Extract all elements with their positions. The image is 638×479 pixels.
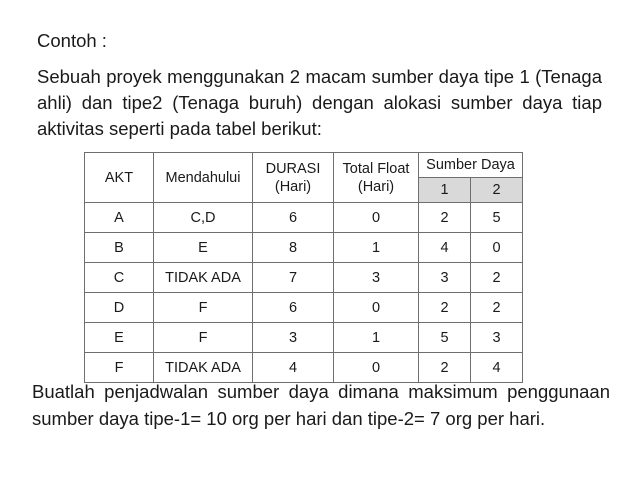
- cell-sd2: 4: [471, 353, 523, 383]
- cell-mendahului: F: [154, 323, 253, 353]
- cell-akt: E: [85, 323, 154, 353]
- cell-sd1: 3: [419, 263, 471, 293]
- cell-akt: B: [85, 233, 154, 263]
- header-sd1: 1: [419, 178, 471, 203]
- cell-total-float: 1: [334, 323, 419, 353]
- cell-total-float: 0: [334, 293, 419, 323]
- cell-akt: F: [85, 353, 154, 383]
- table-row: [85, 293, 523, 323]
- cell-akt: A: [85, 203, 154, 233]
- header-akt: AKT: [85, 153, 154, 203]
- cell-sd2: 0: [471, 233, 523, 263]
- cell-durasi: 7: [253, 263, 334, 293]
- header-sd2: 2: [471, 178, 523, 203]
- cell-durasi: 4: [253, 353, 334, 383]
- cell-sd2: 5: [471, 203, 523, 233]
- cell-akt: D: [85, 293, 154, 323]
- table-row: [85, 233, 523, 263]
- cell-sd2: 3: [471, 323, 523, 353]
- cell-mendahului: E: [154, 233, 253, 263]
- cell-sd2: 2: [471, 263, 523, 293]
- cell-sd1: 2: [419, 203, 471, 233]
- table-header-row: [85, 153, 523, 178]
- header-durasi-label: DURASI: [265, 160, 321, 177]
- header-sumber-daya: Sumber Daya: [419, 153, 523, 178]
- cell-mendahului: F: [154, 293, 253, 323]
- cell-sd1: 2: [419, 293, 471, 323]
- header-total-float: [334, 153, 419, 203]
- cell-sd2: 2: [471, 293, 523, 323]
- task-paragraph: Buatlah penjadwalan sumber daya dimana maksimum penggunaan sumber daya tipe-1= 10 org per hari dan tipe-2= 7 org per hari.: [32, 381, 610, 429]
- cell-sd1: 4: [419, 233, 471, 263]
- cell-durasi: 3: [253, 323, 334, 353]
- cell-total-float: 0: [334, 353, 419, 383]
- cell-total-float: 1: [334, 233, 419, 263]
- slide-title: Contoh :: [37, 30, 107, 51]
- cell-sd1: 5: [419, 323, 471, 353]
- cell-durasi: 6: [253, 293, 334, 323]
- resource-table: [84, 152, 523, 383]
- header-durasi-unit: (Hari): [274, 178, 312, 195]
- resource-table-container: [84, 152, 523, 383]
- intro-paragraph: Sebuah proyek menggunakan 2 macam sumber daya tipe 1 (Tenaga ahli) dan tipe2 (Tenaga buruh) dengan alokasi sumber daya tiap aktivitas seperti pada tabel berikut:: [37, 66, 602, 139]
- cell-akt: C: [85, 263, 154, 293]
- cell-total-float: 3: [334, 263, 419, 293]
- cell-sd1: 2: [419, 353, 471, 383]
- cell-durasi: 8: [253, 233, 334, 263]
- header-mendahului: Mendahului: [154, 153, 253, 203]
- cell-mendahului: TIDAK ADA: [154, 263, 253, 293]
- table-row: [85, 203, 523, 233]
- cell-mendahului: TIDAK ADA: [154, 353, 253, 383]
- cell-mendahului: C,D: [154, 203, 253, 233]
- header-durasi: [253, 153, 334, 203]
- cell-total-float: 0: [334, 203, 419, 233]
- table-row: [85, 263, 523, 293]
- table-row: [85, 323, 523, 353]
- cell-durasi: 6: [253, 203, 334, 233]
- header-total-float-unit: (Hari): [357, 178, 395, 195]
- header-total-float-label: Total Float: [342, 160, 410, 177]
